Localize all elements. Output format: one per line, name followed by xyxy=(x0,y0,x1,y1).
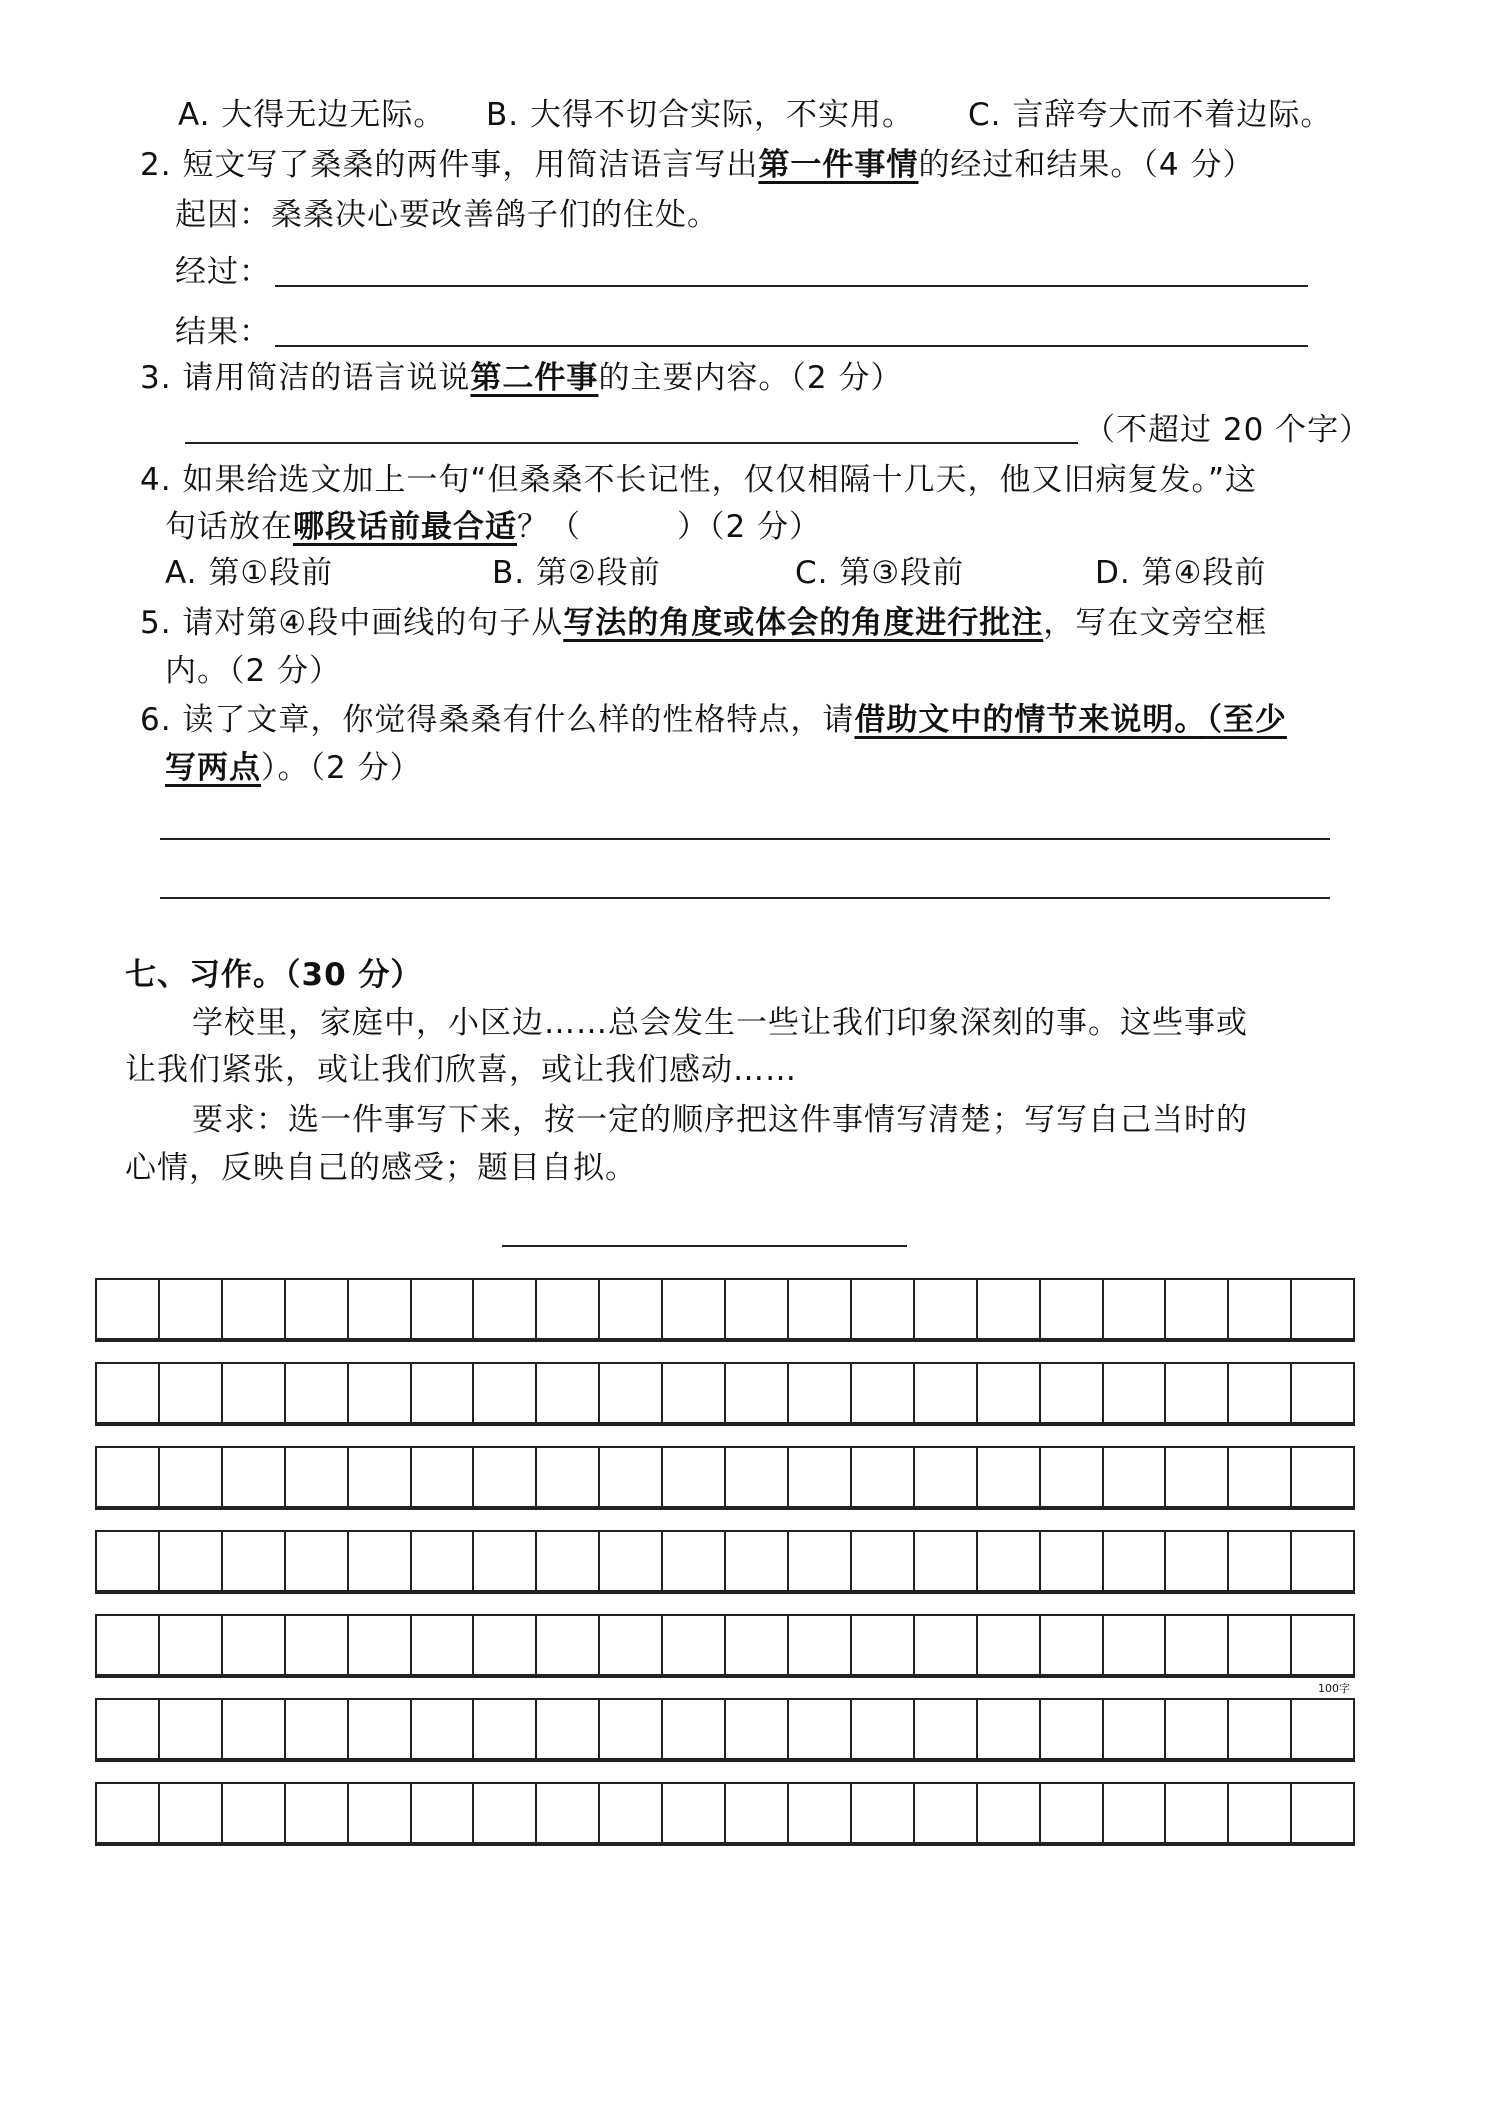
grid-separator xyxy=(95,1760,1355,1770)
grid-row[interactable] xyxy=(95,1278,1355,1340)
q3-answer-line[interactable] xyxy=(185,442,1078,444)
q2-process-label: 经过： xyxy=(175,254,271,290)
q2-result-label: 结果： xyxy=(175,314,271,350)
q4-prompt-line2: 句话放在哪段话前最合适？（ ）（2 分） xyxy=(165,509,822,545)
q3-limit: （不超过 20 个字） xyxy=(1084,412,1372,448)
q2-process-answer-line[interactable] xyxy=(275,285,1308,287)
essay-title-line[interactable] xyxy=(502,1245,907,1247)
q4-option-b[interactable]: B. 第②段前 xyxy=(492,555,661,591)
q4-option-c[interactable]: C. 第③段前 xyxy=(795,555,965,591)
q6-answer-line-1[interactable] xyxy=(160,838,1330,840)
q2-result-answer-line[interactable] xyxy=(275,345,1308,347)
q3-emphasis: 第二件事 xyxy=(470,360,599,396)
q6-prompt-line1: 6. 读了文章，你觉得桑桑有什么样的性格特点，请借助文中的情节来说明。（至少 xyxy=(140,702,1287,738)
q1-option-b[interactable]: B. 大得不切合实际，不实用。 xyxy=(486,97,914,133)
essay-heading: 七、习作。（30 分） xyxy=(125,957,423,993)
q2-cause: 起因：桑桑决心要改善鸽子们的住处。 xyxy=(175,197,719,233)
essay-intro-line2: 让我们紧张，或让我们欣喜，或让我们感动…… xyxy=(125,1052,797,1088)
q5-emphasis: 写法的角度或体会的角度进行批注 xyxy=(563,605,1044,641)
word-count-mark: 100字 xyxy=(1318,1682,1350,1695)
grid-separator xyxy=(95,1508,1355,1518)
q4-option-d[interactable]: D. 第④段前 xyxy=(1095,555,1267,591)
q2-emphasis: 第一件事情 xyxy=(758,147,919,183)
grid-row[interactable] xyxy=(95,1446,1355,1508)
q4-emphasis: 哪段话前最合适 xyxy=(293,509,517,545)
q5-prompt-line2: 内。（2 分） xyxy=(165,653,342,689)
grid-separator xyxy=(95,1592,1355,1602)
q6-emphasis: 借助文中的情节来说明。 xyxy=(854,702,1207,738)
q1-option-a[interactable]: A. 大得无边无际。 xyxy=(178,97,446,133)
grid-row[interactable] xyxy=(95,1698,1355,1760)
grid-row[interactable] xyxy=(95,1530,1355,1592)
grid-row[interactable] xyxy=(95,1782,1355,1844)
q5-prompt-line1: 5. 请对第④段中画线的句子从写法的角度或体会的角度进行批注，写在文旁空框 xyxy=(140,605,1268,641)
grid-separator xyxy=(95,1340,1355,1350)
q3-prompt: 3. 请用简洁的语言说说第二件事的主要内容。（2 分） xyxy=(140,360,903,396)
grid-row[interactable] xyxy=(95,1362,1355,1424)
q1-option-c[interactable]: C. 言辞夸大而不着边际。 xyxy=(968,97,1333,133)
essay-requirements-line2: 心情，反映自己的感受；题目自拟。 xyxy=(125,1150,637,1186)
q4-option-a[interactable]: A. 第①段前 xyxy=(165,555,334,591)
essay-requirements-line1: 要求：选一件事写下来，按一定的顺序把这件事情写清楚；写写自己当时的 xyxy=(192,1102,1248,1138)
composition-grid[interactable] xyxy=(95,1278,1355,1918)
grid-row[interactable] xyxy=(95,1614,1355,1676)
grid-separator xyxy=(95,1424,1355,1434)
q6-prompt-line2: 写两点）。（2 分） xyxy=(165,750,422,786)
q4-prompt-line1: 4. 如果给选文加上一句“但桑桑不长记性，仅仅相隔十几天，他又旧病复发。”这 xyxy=(140,462,1258,498)
q6-answer-line-2[interactable] xyxy=(160,897,1330,899)
q6-emphasis-2: 写两点 xyxy=(165,750,261,786)
essay-intro-line1: 学校里，家庭中，小区边……总会发生一些让我们印象深刻的事。这些事或 xyxy=(192,1005,1248,1041)
grid-separator xyxy=(95,1676,1355,1686)
grid-separator xyxy=(95,1844,1355,1854)
q2-prompt: 2. 短文写了桑桑的两件事，用简洁语言写出第一件事情的经过和结果。（4 分） xyxy=(140,147,1255,183)
